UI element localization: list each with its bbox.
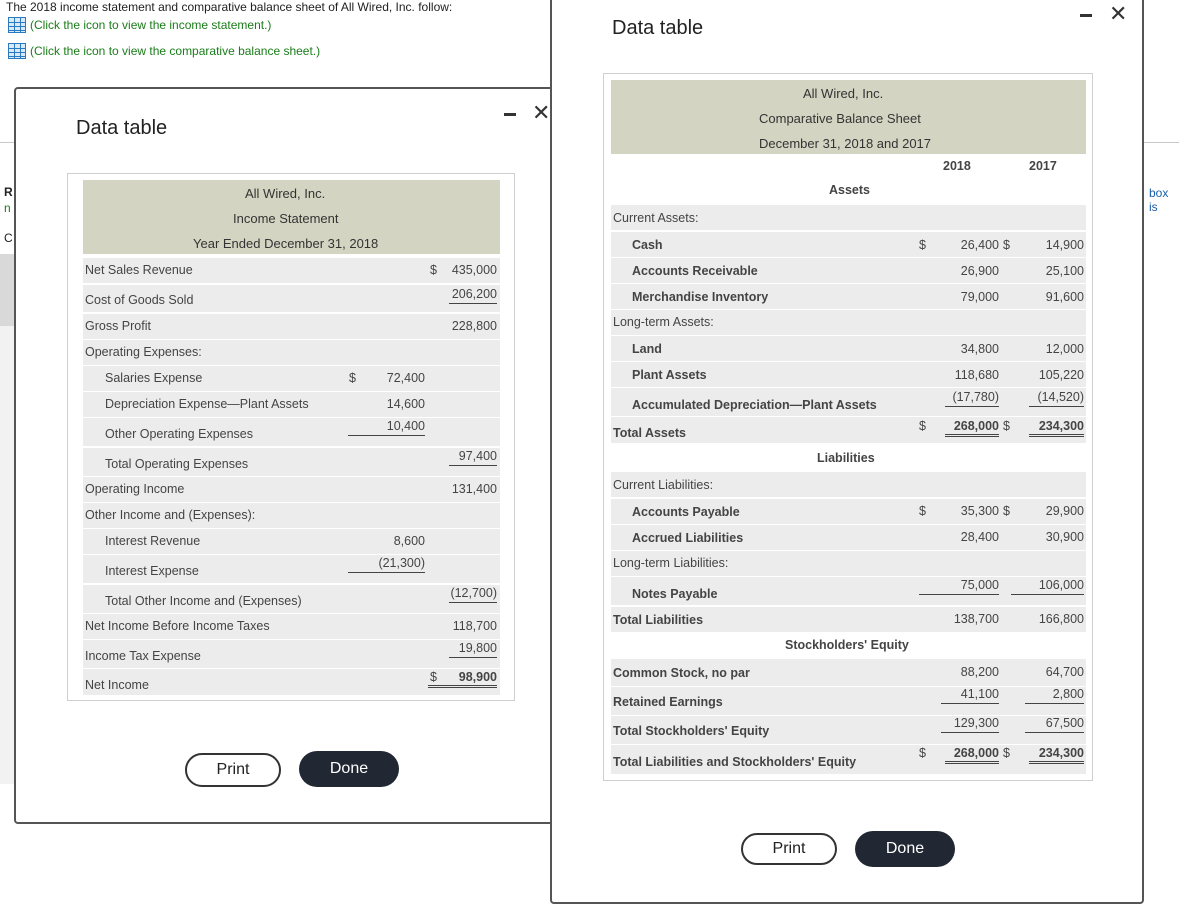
table-row <box>611 745 1086 774</box>
amount-2018: 129,300 <box>941 716 999 733</box>
edge-text: C <box>4 231 13 245</box>
table-row <box>611 362 1086 387</box>
row-label: Plant Assets <box>632 368 707 382</box>
amount-2017: 234,300 <box>1029 419 1084 437</box>
currency-symbol: $ <box>349 371 356 385</box>
row-label: Land <box>632 342 662 356</box>
table-row <box>611 687 1086 715</box>
income-statement-dialog <box>14 87 574 824</box>
row-label: Other Operating Expenses <box>105 427 253 441</box>
print-button[interactable]: Print <box>741 833 837 865</box>
amount-2017: (14,520) <box>1029 390 1084 407</box>
table-row <box>83 529 500 554</box>
income-link-label[interactable]: (Click the icon to view the income statement.) <box>30 18 272 32</box>
amount: 228,800 <box>451 319 497 333</box>
amount-2017: 91,600 <box>1045 290 1084 304</box>
section-header <box>611 179 1086 204</box>
dialog-title: Data table <box>76 117 168 139</box>
row-label: Current Liabilities: <box>613 478 714 492</box>
row-label: Total Other Income and (Expenses) <box>105 594 302 608</box>
table-header <box>83 180 500 254</box>
table-icon[interactable] <box>8 43 26 59</box>
row-label: Gross Profit <box>85 319 151 333</box>
table-row <box>611 258 1086 283</box>
amount-2018: 79,000 <box>960 290 999 304</box>
amount: 435,000 <box>451 263 497 277</box>
table-row <box>611 525 1086 550</box>
section-label: Liabilities <box>817 451 875 465</box>
statement-period: December 31, 2018 and 2017 <box>759 136 932 151</box>
amount-2018: 41,100 <box>941 687 999 704</box>
row-label: Net Income Before Income Taxes <box>85 619 270 633</box>
amount-2017: 12,000 <box>1045 342 1084 356</box>
amount: 19,800 <box>449 641 497 658</box>
amount-2017: 105,220 <box>1038 368 1084 382</box>
section-label: Assets <box>829 183 870 197</box>
row-label: Net Sales Revenue <box>85 263 193 277</box>
table-row <box>83 418 500 446</box>
company-name: All Wired, Inc. <box>245 186 326 201</box>
statement-period: Year Ended December 31, 2018 <box>193 236 379 251</box>
currency-symbol: $ <box>919 504 926 518</box>
table-row <box>611 472 1086 497</box>
row-label: Salaries Expense <box>105 371 203 385</box>
row-label: Operating Expenses: <box>85 345 202 359</box>
amount-2017: 29,900 <box>1045 504 1084 518</box>
row-label: Accounts Receivable <box>632 264 758 278</box>
amount-2018: 138,700 <box>953 612 999 626</box>
table-icon[interactable] <box>8 17 26 33</box>
row-label: Income Tax Expense <box>85 649 201 663</box>
balance-link-label[interactable]: (Click the icon to view the comparative balance sheet.) <box>30 44 321 58</box>
table-row <box>83 503 500 528</box>
dialog-title: Data table <box>612 17 704 39</box>
amount-2018: 35,300 <box>960 504 999 518</box>
row-label: Accrued Liabilities <box>632 531 744 545</box>
row-label: Net Income <box>85 678 149 692</box>
row-label: Operating Income <box>85 482 185 496</box>
amount: 206,200 <box>449 287 497 304</box>
balance-sheet-dialog <box>550 0 1144 904</box>
amount-2018: 268,000 <box>945 419 999 437</box>
amount-2018: 34,800 <box>960 342 999 356</box>
income-statement-link[interactable] <box>8 17 271 33</box>
currency-symbol: $ <box>919 238 926 252</box>
table-row <box>611 284 1086 309</box>
side-panel-bg <box>0 254 14 784</box>
table-row <box>83 366 500 391</box>
intro-text: The 2018 income statement and comparative balance sheet of All Wired, Inc. follow: <box>6 0 453 14</box>
amount-2018: 26,900 <box>960 264 999 278</box>
year-2018: 2018 <box>943 159 971 173</box>
table-row <box>611 607 1086 632</box>
row-label: Notes Payable <box>632 587 718 601</box>
currency-symbol: $ <box>919 746 926 760</box>
table-row <box>611 716 1086 744</box>
amount: 14,600 <box>386 397 425 411</box>
row-label: Other Income and (Expenses): <box>85 508 256 522</box>
table-row <box>611 232 1086 257</box>
amount-2018: 268,000 <box>945 746 999 764</box>
amount-2018: 28,400 <box>960 530 999 544</box>
amount-2017: 2,800 <box>1025 687 1084 704</box>
income-statement-table <box>67 173 515 701</box>
print-button[interactable]: Print <box>185 753 281 787</box>
amount: 8,600 <box>393 534 425 548</box>
currency-symbol: $ <box>430 263 437 277</box>
amount-2017: 106,000 <box>1011 578 1084 595</box>
table-row <box>83 258 500 283</box>
minimize-icon[interactable] <box>1080 14 1092 17</box>
currency-symbol: $ <box>1003 238 1010 252</box>
table-header <box>611 80 1086 154</box>
amount: (12,700) <box>449 586 497 603</box>
table-row <box>83 640 500 668</box>
year-header-row <box>611 156 1086 181</box>
section-label: Stockholders' Equity <box>785 638 909 652</box>
edge-text: box is <box>1149 186 1169 214</box>
row-label: Long-term Assets: <box>613 315 714 329</box>
row-label: Total Stockholders' Equity <box>613 724 770 738</box>
row-label: Accounts Payable <box>632 505 740 519</box>
amount: 97,400 <box>449 449 497 466</box>
row-label: Interest Expense <box>105 564 199 578</box>
year-2017: 2017 <box>1029 159 1057 173</box>
table-row <box>83 555 500 583</box>
balance-sheet-table <box>603 73 1093 781</box>
table-row <box>83 448 500 476</box>
table-row <box>611 551 1086 576</box>
amount-2017: 64,700 <box>1045 665 1084 679</box>
currency-symbol: $ <box>1003 504 1010 518</box>
table-row <box>83 614 500 639</box>
row-label: Cost of Goods Sold <box>85 293 194 307</box>
table-row <box>611 336 1086 361</box>
table-row <box>611 388 1086 416</box>
amount-2018: 118,680 <box>954 368 999 382</box>
amount: 131,400 <box>451 482 497 496</box>
edge-text: R <box>4 185 13 199</box>
table-row <box>611 659 1086 686</box>
row-label: Depreciation Expense—Plant Assets <box>105 397 309 411</box>
table-row <box>611 310 1086 335</box>
done-button[interactable]: Done <box>299 751 399 787</box>
row-label: Retained Earnings <box>613 695 723 709</box>
minimize-icon[interactable] <box>504 113 516 116</box>
amount-2017: 25,100 <box>1045 264 1084 278</box>
amount-2018: 75,000 <box>919 578 999 595</box>
row-label: Accumulated Depreciation—Plant Assets <box>632 398 877 412</box>
table-row <box>611 205 1086 230</box>
amount-2017: 30,900 <box>1045 530 1084 544</box>
table-row <box>83 314 500 339</box>
close-icon[interactable]: ✕ <box>532 100 551 125</box>
table-row <box>83 477 500 502</box>
currency-symbol: $ <box>919 419 926 433</box>
balance-sheet-link[interactable] <box>8 43 320 59</box>
close-icon[interactable]: ✕ <box>1109 1 1128 26</box>
amount-2018: 26,400 <box>960 238 999 252</box>
amount-2018: 88,200 <box>960 665 999 679</box>
table-row <box>83 392 500 417</box>
row-label: Cash <box>632 238 663 252</box>
currency-symbol: $ <box>1003 746 1010 760</box>
edge-text: n <box>4 201 11 215</box>
amount: 118,700 <box>452 619 497 633</box>
company-name: All Wired, Inc. <box>803 86 884 101</box>
table-row <box>611 417 1086 443</box>
section-header <box>611 633 1086 658</box>
row-label: Total Liabilities and Stockholders' Equity <box>613 755 857 769</box>
table-row <box>83 585 500 613</box>
row-label: Total Assets <box>613 426 686 440</box>
table-row <box>83 340 500 365</box>
statement-name: Comparative Balance Sheet <box>759 111 921 126</box>
statement-name: Income Statement <box>233 211 339 226</box>
side-panel <box>0 254 14 326</box>
amount-2018: (17,780) <box>945 390 999 407</box>
row-label: Current Assets: <box>613 211 699 225</box>
table-row <box>83 285 500 312</box>
amount-2017: 234,300 <box>1029 746 1084 764</box>
row-label: Total Operating Expenses <box>105 457 249 471</box>
amount: (21,300) <box>348 556 425 573</box>
amount-2017: 14,900 <box>1045 238 1084 252</box>
table-row <box>83 669 500 695</box>
table-row <box>611 499 1086 524</box>
done-button[interactable]: Done <box>855 831 955 867</box>
divider <box>1143 142 1179 143</box>
amount: 72,400 <box>386 371 425 385</box>
amount: 10,400 <box>348 419 425 436</box>
table-row <box>611 577 1086 605</box>
currency-symbol: $ <box>1003 419 1010 433</box>
row-label: Interest Revenue <box>105 534 201 548</box>
row-label: Merchandise Inventory <box>632 290 769 304</box>
row-label: Common Stock, no par <box>613 666 750 680</box>
section-header <box>611 446 1086 471</box>
amount-2017: 67,500 <box>1025 716 1084 733</box>
amount-2017: 166,800 <box>1038 612 1084 626</box>
row-label: Total Liabilities <box>613 613 704 627</box>
amount: 98,900 <box>428 670 497 688</box>
row-label: Long-term Liabilities: <box>613 556 729 570</box>
currency-symbol: $ <box>430 670 437 684</box>
